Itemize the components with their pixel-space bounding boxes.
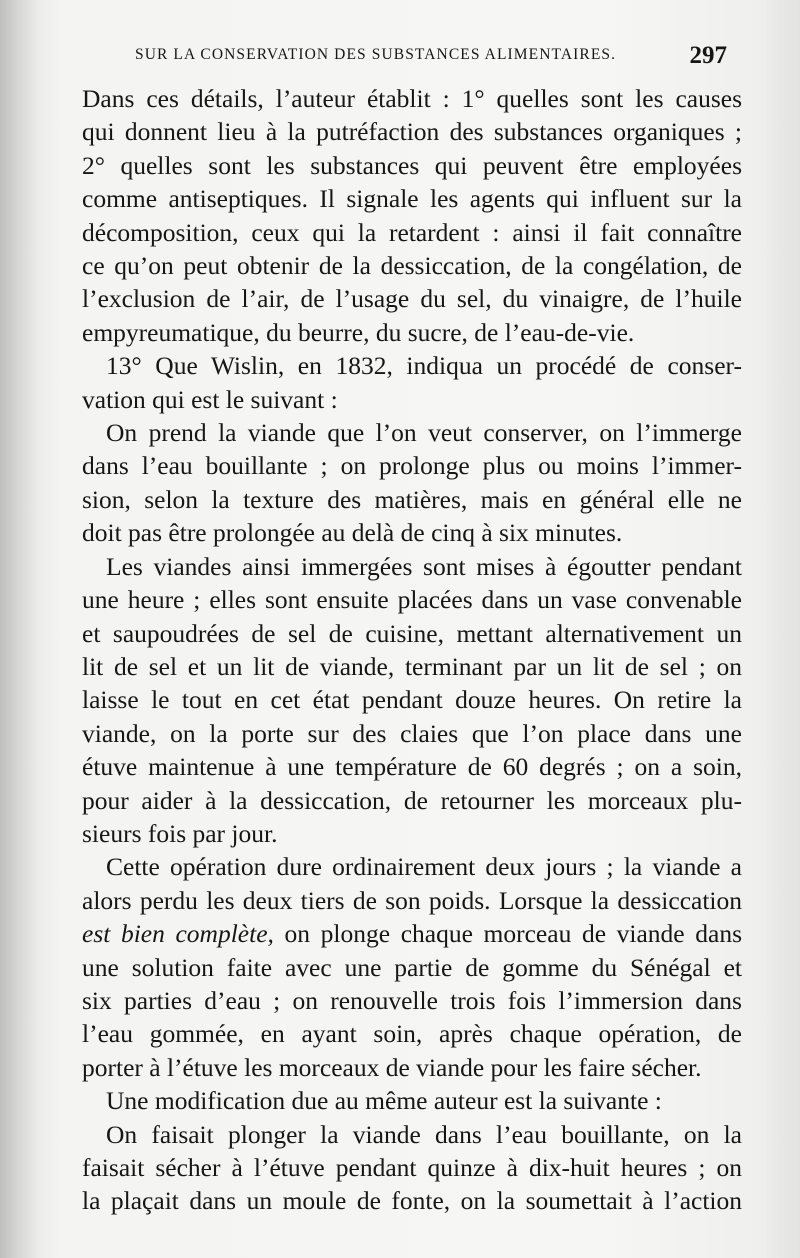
text-line: porter à l’étuve les morceaux de viande pour les faire sécher. [82,1052,702,1082]
body-text [82,82,742,1218]
text-line: laisse le tout en cet état pendant douze heures. On retire la [82,685,742,715]
page-number: 297 [689,42,727,69]
paragraph-7 [82,1118,742,1218]
page-header [135,44,735,76]
paragraph-3 [82,416,742,550]
paragraph-6 [82,1084,742,1117]
text-line: une heure ; elles sont ensuite placées dans un vase convenable [82,585,742,615]
text-line: lit de sel et un lit de viande, terminant par un lit de sel ; on [82,651,742,681]
italic-phrase: est bien complète, [82,919,274,949]
text-line: 2° quelles sont les substances qui peuvent être employées [82,150,742,180]
text-line: doit pas être prolongée au delà de cinq à six minutes. [82,518,623,548]
text-line: vation qui est le suivant : [82,384,338,414]
text-line: comme antiseptiques. Il signale les agents qui influent sur la [82,184,742,214]
text-line: la plaçait dans un moule de fonte, on la soumettait à l’action [82,1186,742,1216]
text-line: pour aider à la dessiccation, de retourner les morceaux plu- [82,785,742,815]
text-line: six parties d’eau ; on renouvelle trois fois l’immersion dans [82,985,742,1015]
text-line: et saupoudrées de sel de cuisine, mettant alternativement un [82,618,742,648]
paragraph-1 [82,82,742,349]
text-line: qui donnent lieu à la putréfaction des substances organiques ; [82,117,742,147]
paragraph-5 [82,850,742,1084]
text-line: sion, selon la texture des matières, mais en général elle ne [82,484,742,514]
text-line: sieurs fois par jour. [82,818,278,848]
running-head: SUR LA CONSERVATION DES SUBSTANCES ALIMENTAIRES. [135,46,617,63]
page-edge-shadow [0,0,40,1258]
text-line: décomposition, ceux qui la retardent : ainsi il fait connaître [82,217,742,247]
text-line: ce qu’on peut obtenir de la dessiccation, de la congélation, de [82,251,742,281]
text-line: étuve maintenue à une température de 60 degrés ; on a soin, [82,752,742,782]
paragraph-2 [82,349,742,416]
text-line: l’exclusion de l’air, de l’usage du sel, du vinaigre, de l’huile [82,284,742,314]
text-line: une solution faite avec une partie de gomme du Sénégal et [82,952,742,982]
paragraph-4 [82,550,742,851]
text-line: 13° Que Wislin, en 1832, indiqua un procédé de conser- [106,351,742,381]
text-line: Une modification due au même auteur est la suivante : [106,1086,662,1116]
text-line: viande, on la porte sur des claies que l’on place dans une [82,718,742,748]
text-line: Les viandes ainsi immergées sont mises à égoutter pendant [106,551,742,581]
text-line: On faisait plonger la viande dans l’eau bouillante, on la [106,1119,742,1149]
text-line: l’eau gommée, en ayant soin, après chaque opération, de [82,1019,742,1049]
text-line: On prend la viande que l’on veut conserver, on l’immerge [106,418,742,448]
text-line: dans l’eau bouillante ; on prolonge plus ou moins l’immer- [82,451,742,481]
text-line: empyreumatique, du beurre, du sucre, de l’eau-de-vie. [82,317,635,347]
text-line: alors perdu les deux tiers de son poids. Lorsque la dessiccation [82,885,742,915]
text-line-with-italic: est bien complète, on plonge chaque morceau de viande dans [82,919,742,949]
text-line: faisait sécher à l’étuve pendant quinze à dix-huit heures ; on [82,1153,742,1182]
text-line: Dans ces détails, l’auteur établit : 1° quelles sont les causes [82,84,742,113]
text-line: Cette opération dure ordinairement deux jours ; la viande a [106,852,742,882]
